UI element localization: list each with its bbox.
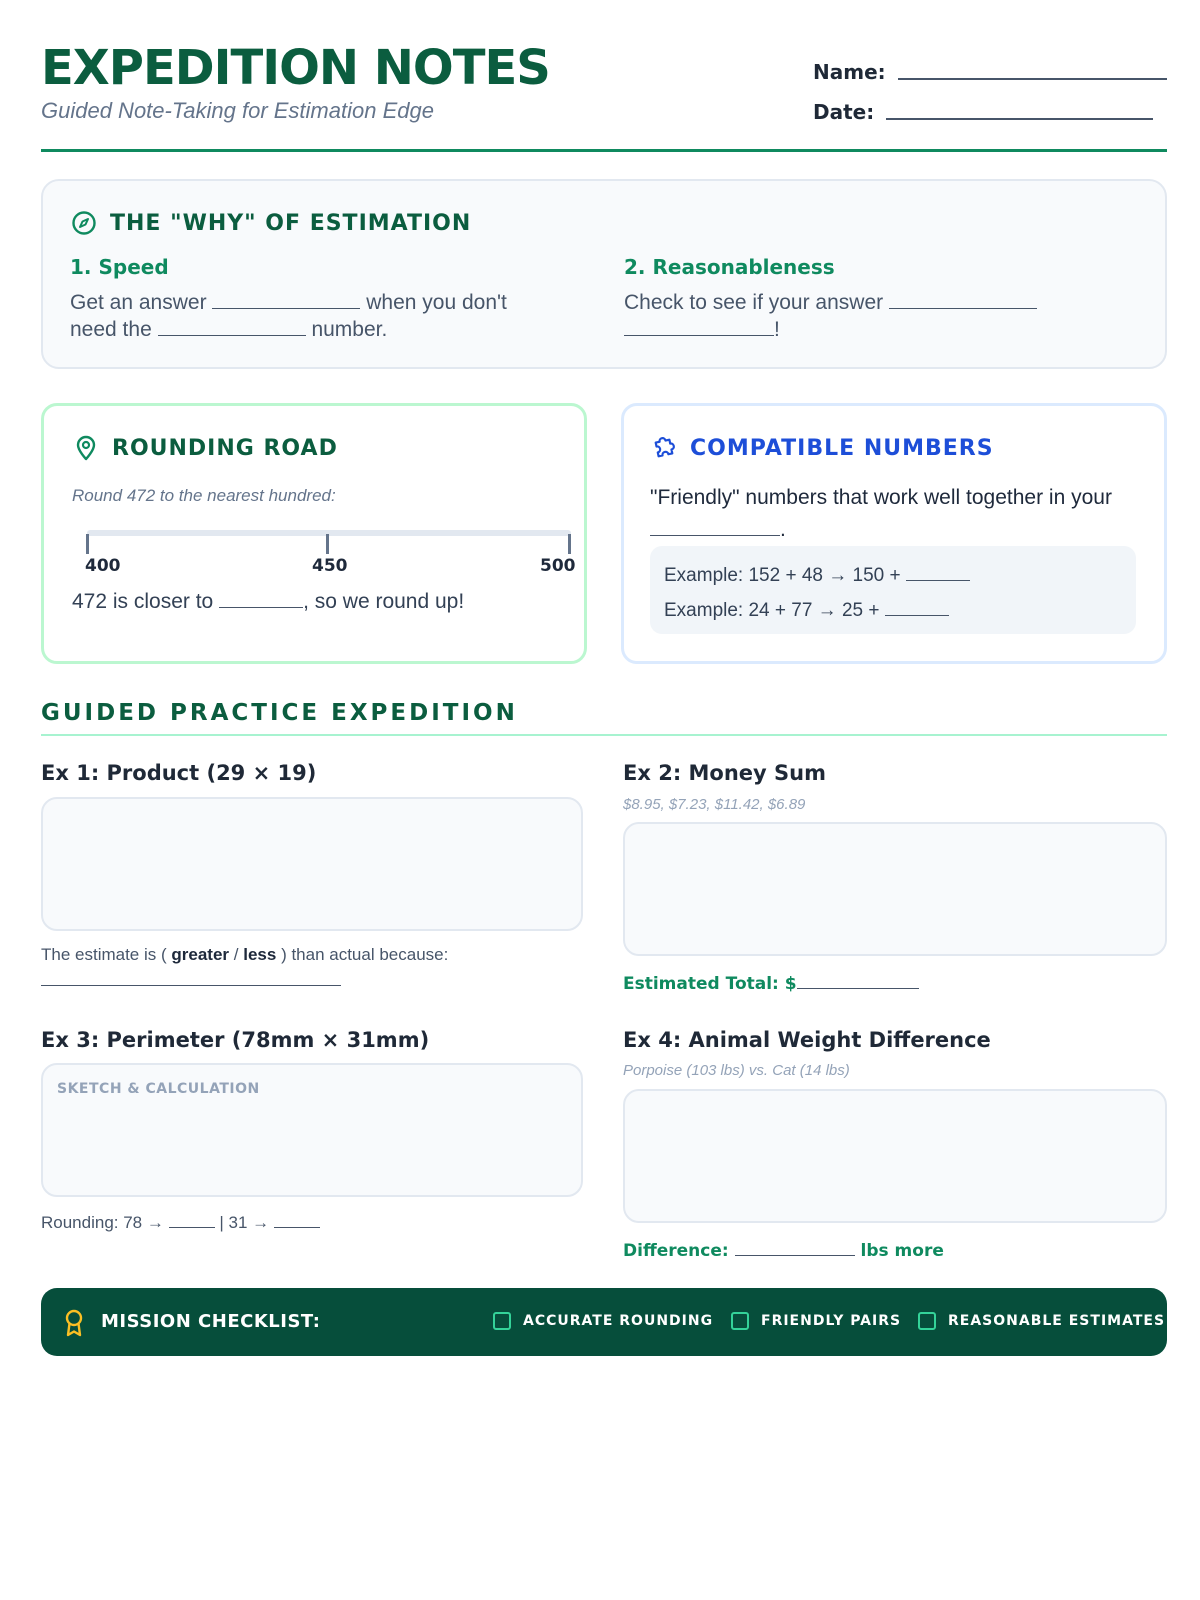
student-info: [813, 44, 1167, 124]
map-pin-icon: [72, 434, 100, 462]
date-label: Date:: [813, 100, 875, 124]
date-field[interactable]: [886, 118, 1153, 120]
examples-box: [650, 546, 1136, 634]
why-estimation-card: [41, 179, 1167, 369]
checkbox[interactable]: [731, 1312, 749, 1330]
name-row: [813, 44, 1167, 84]
example-1-blank[interactable]: [906, 563, 970, 581]
ex3-blank-31[interactable]: [274, 1213, 320, 1228]
rounding-hint: Round 472 to the nearest hundred:: [72, 486, 336, 505]
speed-blank-2[interactable]: [158, 318, 306, 336]
tick-label-450: 450: [312, 556, 348, 576]
reasonableness-column: [624, 255, 1104, 343]
worksheet-header: [41, 40, 1167, 152]
number-line-tick: [326, 534, 329, 554]
ex1-note: The estimate is ( greater / less ) than actual because:: [41, 945, 449, 964]
ex2-subtitle: $8.95, $7.23, $11.42, $6.89: [623, 796, 806, 813]
ex1-title: Ex 1: Product (29 × 19): [41, 761, 317, 785]
ex3-work-box[interactable]: [41, 1063, 583, 1197]
ex1-work-box[interactable]: [41, 797, 583, 931]
speed-blank-1[interactable]: [212, 291, 360, 309]
checklist-item-friendly-pairs[interactable]: FRIENDLY PAIRS: [731, 1312, 901, 1330]
ex3-blank-78[interactable]: [169, 1213, 215, 1228]
speed-column: [70, 255, 550, 343]
example-2: Example: 24 + 77 → 25 +: [664, 593, 1122, 628]
checklist-title: MISSION CHECKLIST:: [101, 1311, 321, 1332]
compatible-numbers-title: COMPATIBLE NUMBERS: [690, 435, 994, 461]
rounding-road-card: [41, 403, 587, 664]
checkbox[interactable]: [918, 1312, 936, 1330]
compatible-blank[interactable]: [650, 518, 780, 536]
ex3-title: Ex 3: Perimeter (78mm × 31mm): [41, 1028, 430, 1052]
number-line: [87, 530, 571, 536]
example-1: Example: 152 + 48 → 150 +: [664, 558, 1122, 593]
speed-heading: 1. Speed: [70, 255, 169, 279]
number-line-tick: [568, 534, 571, 554]
compass-icon: [70, 209, 98, 237]
compatible-description: "Friendly" numbers that work well together in your .: [650, 486, 1112, 541]
checkbox[interactable]: [493, 1312, 511, 1330]
example-2-blank[interactable]: [885, 598, 949, 616]
greater-option[interactable]: greater: [171, 945, 230, 964]
reasonableness-blank-2[interactable]: [624, 318, 774, 336]
reasonableness-text: Check to see if your answer !: [624, 289, 1104, 343]
rounding-blank[interactable]: [219, 590, 303, 608]
rounding-sentence: 472 is closer to , so we round up!: [72, 590, 465, 613]
mission-checklist: [41, 1288, 1167, 1356]
less-option[interactable]: less: [243, 945, 277, 964]
name-label: Name:: [813, 60, 886, 84]
ex4-work-box[interactable]: [623, 1089, 1167, 1223]
speed-text: Get an answer when you don't need the number.: [70, 291, 507, 341]
why-title: THE "WHY" OF ESTIMATION: [110, 210, 472, 236]
ex2-total-blank[interactable]: [797, 973, 919, 989]
name-field[interactable]: [898, 78, 1167, 80]
sketch-label: SKETCH & CALCULATION: [57, 1081, 260, 1097]
ex4-title: Ex 4: Animal Weight Difference: [623, 1028, 991, 1052]
ex3-rounding: Rounding: 78 → | 31 →: [41, 1213, 320, 1233]
page-title: EXPEDITION NOTES: [41, 40, 550, 96]
ex2-title: Ex 2: Money Sum: [623, 761, 826, 785]
checklist-item-reasonable-estimates[interactable]: REASONABLE ESTIMATES: [918, 1312, 1165, 1330]
ex4-difference-blank[interactable]: [735, 1240, 855, 1256]
guided-practice-title: GUIDED PRACTICE EXPEDITION: [41, 700, 1167, 736]
ex1-reason-line[interactable]: [41, 968, 341, 986]
tick-label-500: 500: [540, 556, 576, 576]
ex4-answer: Difference: lbs more: [623, 1241, 944, 1261]
award-icon: [63, 1309, 85, 1342]
rounding-road-title: ROUNDING ROAD: [112, 435, 338, 461]
ex4-subtitle: Porpoise (103 lbs) vs. Cat (14 lbs): [623, 1062, 850, 1079]
puzzle-icon: [650, 434, 678, 462]
reasonableness-blank-1[interactable]: [889, 291, 1037, 309]
number-line-tick: [86, 534, 89, 554]
date-row: [813, 84, 1167, 124]
ex2-answer: Estimated Total: $: [623, 973, 919, 994]
checklist-item-accurate-rounding[interactable]: ACCURATE ROUNDING: [493, 1312, 713, 1330]
page-subtitle: Guided Note-Taking for Estimation Edge: [41, 98, 434, 123]
ex2-work-box[interactable]: [623, 822, 1167, 956]
tick-label-400: 400: [85, 556, 121, 576]
compatible-numbers-card: [621, 403, 1167, 664]
reasonableness-heading: 2. Reasonableness: [624, 255, 835, 279]
